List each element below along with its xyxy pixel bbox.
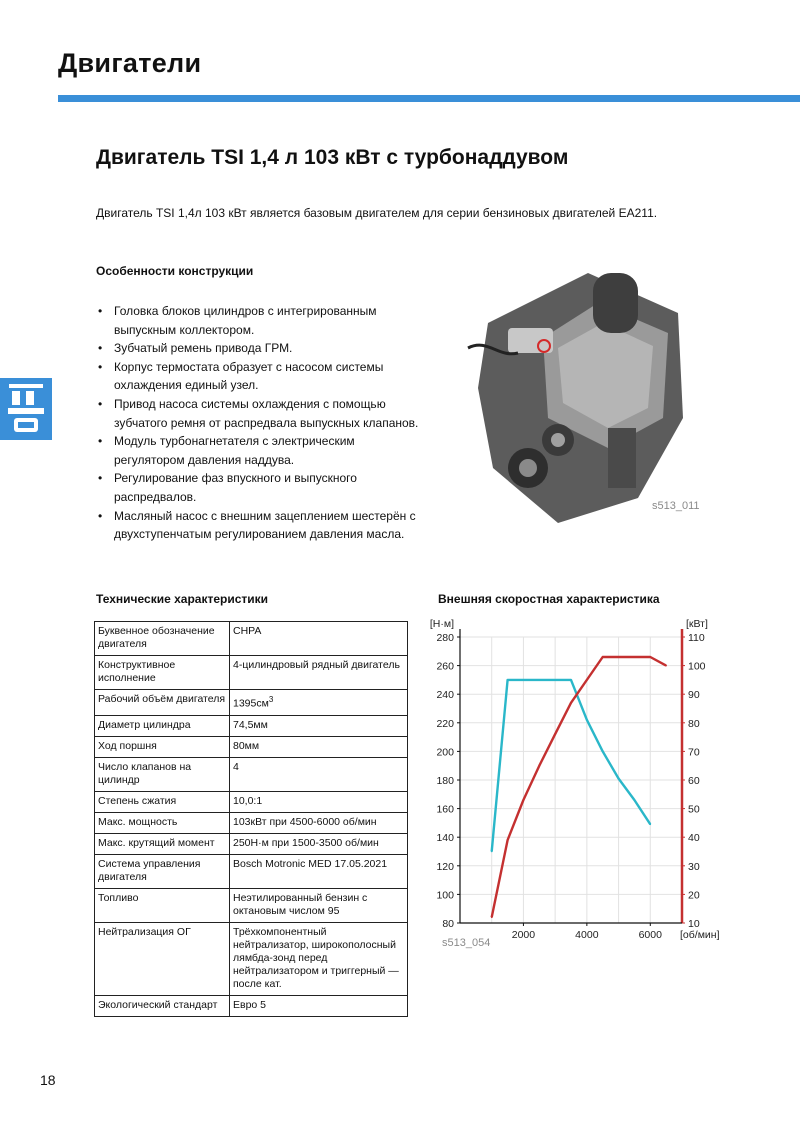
specs-heading: Технические характеристики: [96, 592, 269, 606]
power-point: [665, 665, 667, 667]
y-left-tick-label: 100: [436, 889, 454, 902]
spec-value-cell: [230, 812, 408, 833]
y-left-tick-label: 120: [436, 860, 454, 873]
spec-value: 4: [233, 760, 239, 773]
spec-key: Ход поршня: [95, 736, 230, 757]
power-series-line: [492, 657, 666, 917]
spec-row: [95, 622, 408, 656]
spec-key: Рабочий объём двигателя: [95, 690, 230, 716]
spec-row: [95, 757, 408, 791]
spec-key: Конструктивное исполнение: [95, 656, 230, 690]
x-tick-label: 6000: [638, 929, 662, 941]
spec-value-cell: [230, 854, 408, 888]
spec-row: [95, 922, 408, 995]
chart-caption: s513_054: [442, 937, 491, 949]
spec-row: [95, 854, 408, 888]
engine-icon: [0, 378, 52, 440]
y-right-tick-label: 80: [688, 717, 700, 730]
y-right-tick-label: 50: [688, 803, 700, 816]
y-left-tick-label: 180: [436, 775, 454, 787]
specs-table: [94, 621, 408, 1017]
power-point: [649, 656, 651, 658]
spec-value: 10,0:1: [233, 794, 263, 807]
torque-point: [491, 851, 493, 853]
spec-value: Евро 5: [233, 998, 267, 1011]
spec-value-cell: [230, 791, 408, 812]
y-right-tick-label: 100: [688, 660, 706, 673]
spec-row: [95, 736, 408, 757]
spec-value: Трёхкомпонентный нейтрализатор, широкополосный лямбда-зонд перед нейтрализатором и триггерный — после кат.: [233, 925, 399, 990]
spec-key: Нейтрализация ОГ: [95, 922, 230, 995]
spec-value: 4-цилиндровый рядный двигатель: [233, 659, 400, 671]
power-point: [538, 765, 540, 767]
power-point: [570, 702, 572, 704]
section-title: Двигатель TSI 1,4 л 103 кВт с турбонаддувом: [96, 146, 569, 169]
chapter-title: Двигатели: [58, 48, 202, 78]
power-point: [507, 839, 509, 841]
spec-row: [95, 715, 408, 736]
engine-image: [448, 268, 698, 530]
engine-section-tab: [0, 378, 52, 440]
spec-key: Макс. мощность: [95, 812, 230, 833]
spec-row: [95, 812, 408, 833]
spec-value: Bosch Motronic MED 17.05.2021: [233, 857, 388, 870]
spec-value: 1395см: [233, 697, 269, 710]
feature-item: • Модуль турбонагнетателя с электрическим регулятором давления наддува.: [96, 432, 426, 469]
spec-key: Экологический стандарт: [95, 995, 230, 1016]
y-left-tick-label: 280: [436, 632, 454, 644]
spec-value-cell: [230, 995, 408, 1016]
x-tick-label: 2000: [511, 929, 536, 941]
spec-value-cell: [230, 622, 408, 656]
feature-item: • Зубчатый ремень привода ГРМ.: [96, 339, 426, 358]
y-right-tick-label: 40: [688, 832, 700, 845]
torque-series-line: [492, 680, 651, 852]
y-right-tick-label: 60: [688, 775, 700, 787]
speed-characteristic-chart: [420, 612, 730, 942]
spec-value-cell: [230, 656, 408, 690]
y-right-tick-label: 90: [688, 689, 700, 702]
y-left-tick-label: 80: [442, 918, 454, 930]
spec-key: Макс. крутящий момент: [95, 833, 230, 854]
engine-image-caption: s513_011: [652, 500, 700, 512]
spec-value: 103кВт при 4500-6000 об/мин: [233, 815, 377, 828]
power-point: [554, 733, 556, 735]
spec-row: [95, 833, 408, 854]
spec-value: 74,5мм: [233, 718, 268, 731]
y-left-tick-label: 240: [436, 689, 454, 702]
page-number: 18: [40, 1072, 56, 1088]
y-right-tick-label: 10: [688, 918, 700, 930]
spec-key: Диаметр цилиндра: [95, 715, 230, 736]
spec-value-cell: [230, 715, 408, 736]
feature-item: • Привод насоса системы охлаждения с помощью зубчатого ремня от распредвала выпускных клапанов.: [96, 395, 426, 432]
spec-row: [95, 888, 408, 922]
feature-item: • Масляный насос с внешним зацеплением шестерён с двухступенчатым регулированием давления масла.: [96, 507, 426, 544]
y-left-tick-label: 260: [436, 660, 454, 673]
x-tick-label: 4000: [575, 929, 599, 941]
spec-value: 250Н·м при 1500-3500 об/мин: [233, 836, 379, 849]
features-heading: Особенности конструкции: [96, 264, 254, 278]
torque-point: [649, 824, 651, 826]
y-left-tick-label: 160: [436, 803, 454, 816]
spec-value-cell: [230, 833, 408, 854]
torque-point: [507, 679, 509, 681]
feature-item: • Регулирование фаз впускного и выпускного распредвалов.: [96, 469, 426, 506]
features-list: [96, 302, 426, 544]
y-left-tick-label: 140: [436, 832, 454, 845]
torque-point: [602, 751, 604, 753]
chapter-divider: [58, 95, 800, 102]
spec-row: [95, 791, 408, 812]
y-right-tick-label: 20: [688, 889, 700, 902]
spec-key: Топливо: [95, 888, 230, 922]
intro-paragraph: Двигатель TSI 1,4л 103 кВт является базовым двигателем для серии бензиновых двигателей EA211.: [96, 206, 658, 220]
spec-value-cell: [230, 922, 408, 995]
feature-item: • Корпус термостата образует с насосом системы охлаждения единый узел.: [96, 358, 426, 395]
y-right-tick-label: 110: [688, 632, 705, 644]
y-left-tick-label: 220: [436, 717, 454, 730]
spec-row: [95, 656, 408, 690]
y-left-tick-label: 200: [436, 746, 454, 759]
spec-value-cell: [230, 690, 408, 716]
torque-point: [618, 778, 620, 780]
y-right-unit-label: [кВт]: [686, 618, 708, 630]
spec-value: 80мм: [233, 739, 260, 752]
chart-title: Внешняя скоростная характеристика: [438, 592, 660, 606]
spec-row: [95, 995, 408, 1016]
spec-value-superscript: 3: [268, 695, 274, 704]
feature-item: • Головка блоков цилиндров с интегрированным выпускным коллектором.: [96, 302, 426, 339]
spec-key: Степень сжатия: [95, 791, 230, 812]
spec-value: CHPA: [233, 625, 262, 637]
spec-value-cell: [230, 736, 408, 757]
power-point: [523, 799, 525, 801]
spec-value: Неэтилированный бензин с октановым числом 95: [233, 891, 368, 917]
spec-value-cell: [230, 888, 408, 922]
y-right-tick-label: 30: [688, 860, 700, 873]
spec-key: Система управления двигателя: [95, 854, 230, 888]
torque-point: [586, 719, 588, 721]
power-point: [602, 656, 604, 658]
spec-key: Число клапанов на цилиндр: [95, 757, 230, 791]
spec-value-cell: [230, 757, 408, 791]
spec-row: [95, 690, 408, 716]
torque-point: [634, 799, 636, 801]
y-left-unit-label: [Н·м]: [429, 618, 454, 630]
torque-point: [570, 679, 572, 681]
spec-key: Буквенное обозначение двигателя: [95, 622, 230, 656]
power-point: [491, 916, 493, 918]
x-unit-label: [об/мин]: [680, 929, 720, 941]
y-right-tick-label: 70: [688, 746, 700, 759]
